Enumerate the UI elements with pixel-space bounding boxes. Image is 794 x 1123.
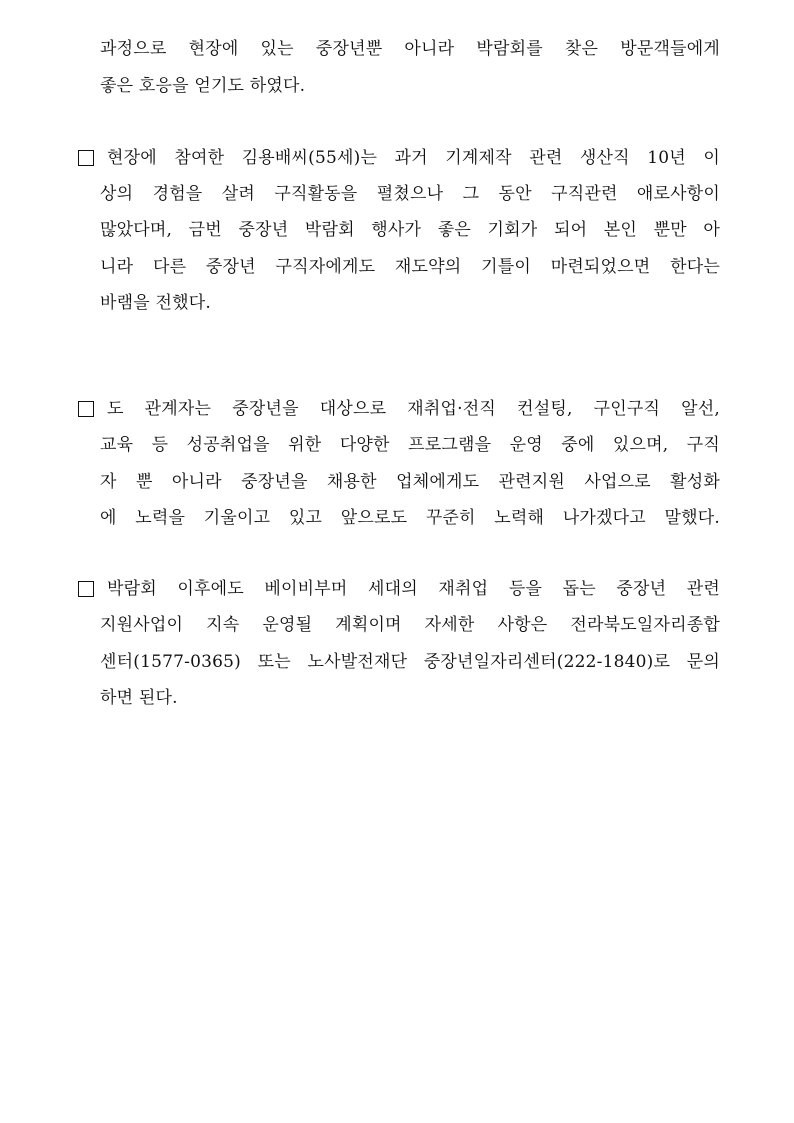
paragraph-2-line-1: 현장에 참여한 김용배씨(55세)는 과거 기계제작 관련 생산직 10년 이	[107, 148, 720, 168]
paragraph-4-line-1: 박람회 이후에도 베이비부머 세대의 재취업 등을 돕는 중장년 관련	[107, 579, 720, 599]
checkbox-bullet-icon	[78, 581, 94, 597]
paragraph-2-line-4: 니라 다른 중장년 구직자에게도 재도약의 기틀이 마련되었으면 한다는	[100, 257, 720, 277]
paragraph-1-line-2: 좋은 호응을 얻기도 하였다.	[100, 76, 306, 96]
paragraph-3-line-1: 도 관계자는 중장년을 대상으로 재취업·전직 컨설팅, 구인구직 알선,	[107, 399, 720, 419]
paragraph-3-line-2: 교육 등 성공취업을 위한 다양한 프로그램을 운영 중에 있으며, 구직	[100, 435, 720, 455]
paragraph-4-line-4: 하면 된다.	[100, 688, 178, 708]
paragraph-3-line-4: 에 노력을 기울이고 있고 앞으로도 꾸준히 노력해 나가겠다고 말했다.	[100, 508, 720, 528]
checkbox-bullet-icon	[78, 150, 94, 166]
paragraph-2-line-3: 많았다며, 금번 중장년 박람회 행사가 좋은 기회가 되어 본인 뿐만 아	[100, 220, 720, 240]
paragraph-3-line-3: 자 뿐 아니라 중장년을 채용한 업체에게도 관련지원 사업으로 활성화	[100, 472, 720, 492]
paragraph-1-line-1: 과정으로 현장에 있는 중장년뿐 아니라 박람회를 찾은 방문객들에게	[100, 39, 720, 59]
paragraph-4-line-3: 센터(1577-0365) 또는 노사발전재단 중장년일자리센터(222-1840)로 문의	[100, 652, 720, 672]
paragraph-4-line-2: 지원사업이 지속 운영될 계획이며 자세한 사항은 전라북도일자리종합	[100, 615, 720, 635]
paragraph-2-line-2: 상의 경험을 살려 구직활동을 펼쳤으나 그 동안 구직관련 애로사항이	[100, 184, 720, 204]
paragraph-2-line-5: 바램을 전했다.	[100, 293, 211, 313]
checkbox-bullet-icon	[78, 401, 94, 417]
